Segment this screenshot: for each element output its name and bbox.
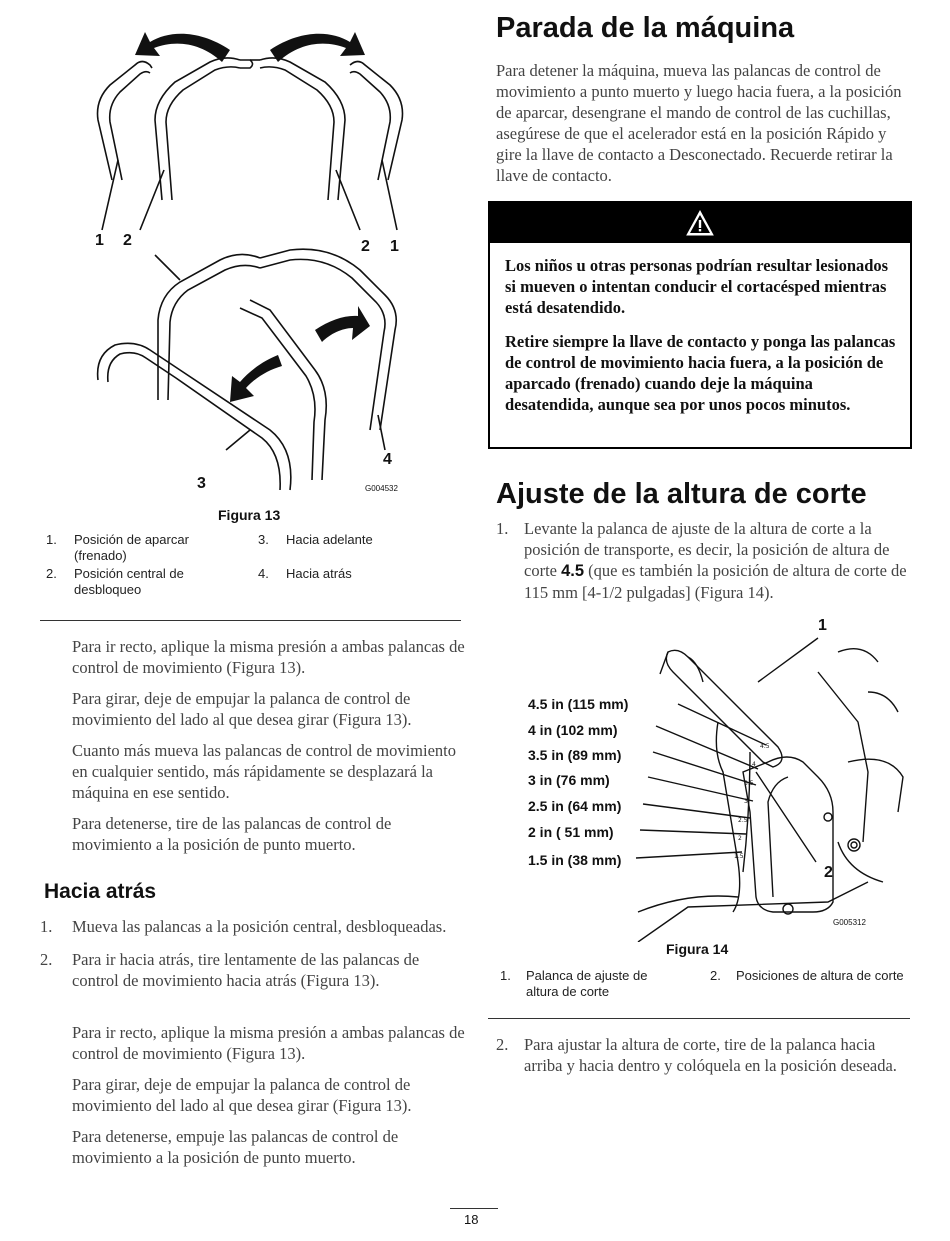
warning-text-2: Retire siempre la llave de contacto y ponga las palancas de control de movimiento hacia fuera, a la posición de aparcado (frenado) cuando deje la máquina desatendida, aunque sea por unos pocos minutos.: [505, 332, 896, 414]
fig13-callout-3: 3: [197, 475, 206, 492]
fig14-callout-2: 2: [824, 864, 833, 881]
fig14-code: G005312: [833, 918, 866, 927]
gauge-mark-2.5: 2.5: [738, 817, 748, 824]
figure-14: [488, 612, 908, 962]
page-title-ajuste: Ajuste de la altura de corte: [496, 478, 867, 510]
fig13-legend: 1. Posición de aparcar (frenado) 2. Posición central de desbloqueo 3. Hacia adelante 4. Hacia atrás: [46, 532, 373, 597]
fig14-legend: 1. Palanca de ajuste de altura de corte 2. Posiciones de altura de corte: [500, 968, 904, 999]
turn-arrow-left: [135, 32, 230, 62]
height-value-bold: 4.5: [561, 562, 585, 580]
fig13-callout-4: 4: [383, 451, 392, 468]
left-para-2: Para girar, deje de empujar la palanca de control de movimiento del lado al que desea girar (Figura 13).: [72, 689, 412, 729]
list-item-1: 1. Mueva las palancas a la posición central, desbloqueadas.: [40, 917, 447, 936]
gauge-mark-4: 4: [752, 761, 756, 768]
height-label-1.5: 1.5 in (38 mm): [528, 852, 622, 868]
warning-text-1: Los niños u otras personas podrían resultar lesionados si mueven o intentan conducir el cortacésped mientras está desatendido.: [505, 256, 889, 317]
height-label-4: 4 in (102 mm): [528, 722, 618, 738]
left-para-3: Cuanto más mueva las palancas de control de movimiento en cualquier sentido, más rápidamente se desplazará la máquina en ese sentido.: [72, 741, 456, 802]
left-para-1: Para ir recto, aplique la misma presión a ambas palancas de control de movimiento (Figura 13).: [72, 637, 465, 677]
left-para-7: Para detenerse, empuje las palancas de control de movimiento a la posición de punto muerto.: [72, 1127, 399, 1167]
fig13-callout-1a: 1: [95, 232, 104, 249]
left-para-4: Para detenerse, tire de las palancas de control de movimiento a la posición de punto muerto.: [72, 814, 392, 854]
gauge-mark-3: 3: [744, 798, 748, 805]
fig14-callout-1: 1: [818, 617, 827, 634]
page-number: 18: [464, 1212, 479, 1227]
height-label-2: 2 in ( 51 mm): [528, 824, 614, 840]
ajuste-step-1: 1. Levante la palanca de ajuste de la altura de corte a la posición de transporte, es decir, la posición de altura de corte 4.5 (que es también la posición de altura de corte de 115 mm [4-1/2 pulgadas] (Figura 14).: [496, 519, 907, 602]
fig13-callout-2b: 2: [361, 238, 370, 255]
warning-triangle-icon: [685, 209, 715, 237]
fig13-caption: Figura 13: [218, 507, 281, 523]
gauge-mark-4.5: 4.5: [760, 743, 770, 750]
section-title-hacia-atras: Hacia atrás: [44, 880, 157, 903]
list-item-2: 2. Para ir hacia atrás, tire lentamente de las palancas de control de movimiento hacia atrás (Figura 13).: [40, 950, 420, 990]
reverse-arrow: [230, 355, 282, 402]
height-label-2.5: 2.5 in (64 mm): [528, 798, 622, 814]
forward-arrow: [315, 306, 370, 342]
figure-13: [40, 10, 460, 530]
turn-arrow-right: [270, 32, 365, 62]
left-para-5: Para ir recto, aplique la misma presión a ambas palancas de control de movimiento (Figura 13).: [72, 1023, 465, 1063]
fig13-divider: [40, 620, 461, 621]
left-para-6: Para girar, deje de empujar la palanca de control de movimiento del lado al que desea girar (Figura 13).: [72, 1075, 412, 1115]
warning-header: [490, 203, 910, 243]
warning-box: [488, 201, 912, 449]
height-label-3: 3 in (76 mm): [528, 772, 610, 788]
gauge-mark-1.5: 1.5: [734, 853, 744, 860]
ajuste-step-2: 2. Para ajustar la altura de corte, tire de la palanca hacia arriba y hacia dentro y colóquela en la posición deseada.: [496, 1035, 897, 1075]
gauge-mark-2: 2: [738, 835, 742, 842]
page-number-rule: [450, 1208, 498, 1209]
left-column: [72, 636, 467, 865]
hacia-atras-list: [40, 916, 467, 1003]
fig13-callout-1b: 1: [390, 238, 399, 255]
fig14-caption: Figura 14: [666, 941, 729, 957]
figure-13-illustration: [40, 10, 460, 510]
fig13-code: G004532: [365, 484, 398, 493]
page-title-parada: Parada de la máquina: [496, 12, 795, 44]
parada-body: Para detener la máquina, mueva las palancas de control de movimiento a punto muerto y luego hacia fuera, a la posición de aparcar, desengrane el mando de control de las cuchillas, asegúrese de que el acelerador está en la posición Rápido y gire la llave de contacto a Desconectado. Recuerde retirar la llave de contacto.: [496, 61, 902, 185]
gauge-mark-3.5: 3.5: [744, 780, 754, 787]
left-column-2: [72, 1022, 467, 1178]
fig13-callout-2a: 2: [123, 232, 132, 249]
height-label-4.5: 4.5 in (115 mm): [528, 696, 629, 712]
fig14-divider: [488, 1018, 910, 1019]
height-label-3.5: 3.5 in (89 mm): [528, 747, 622, 763]
